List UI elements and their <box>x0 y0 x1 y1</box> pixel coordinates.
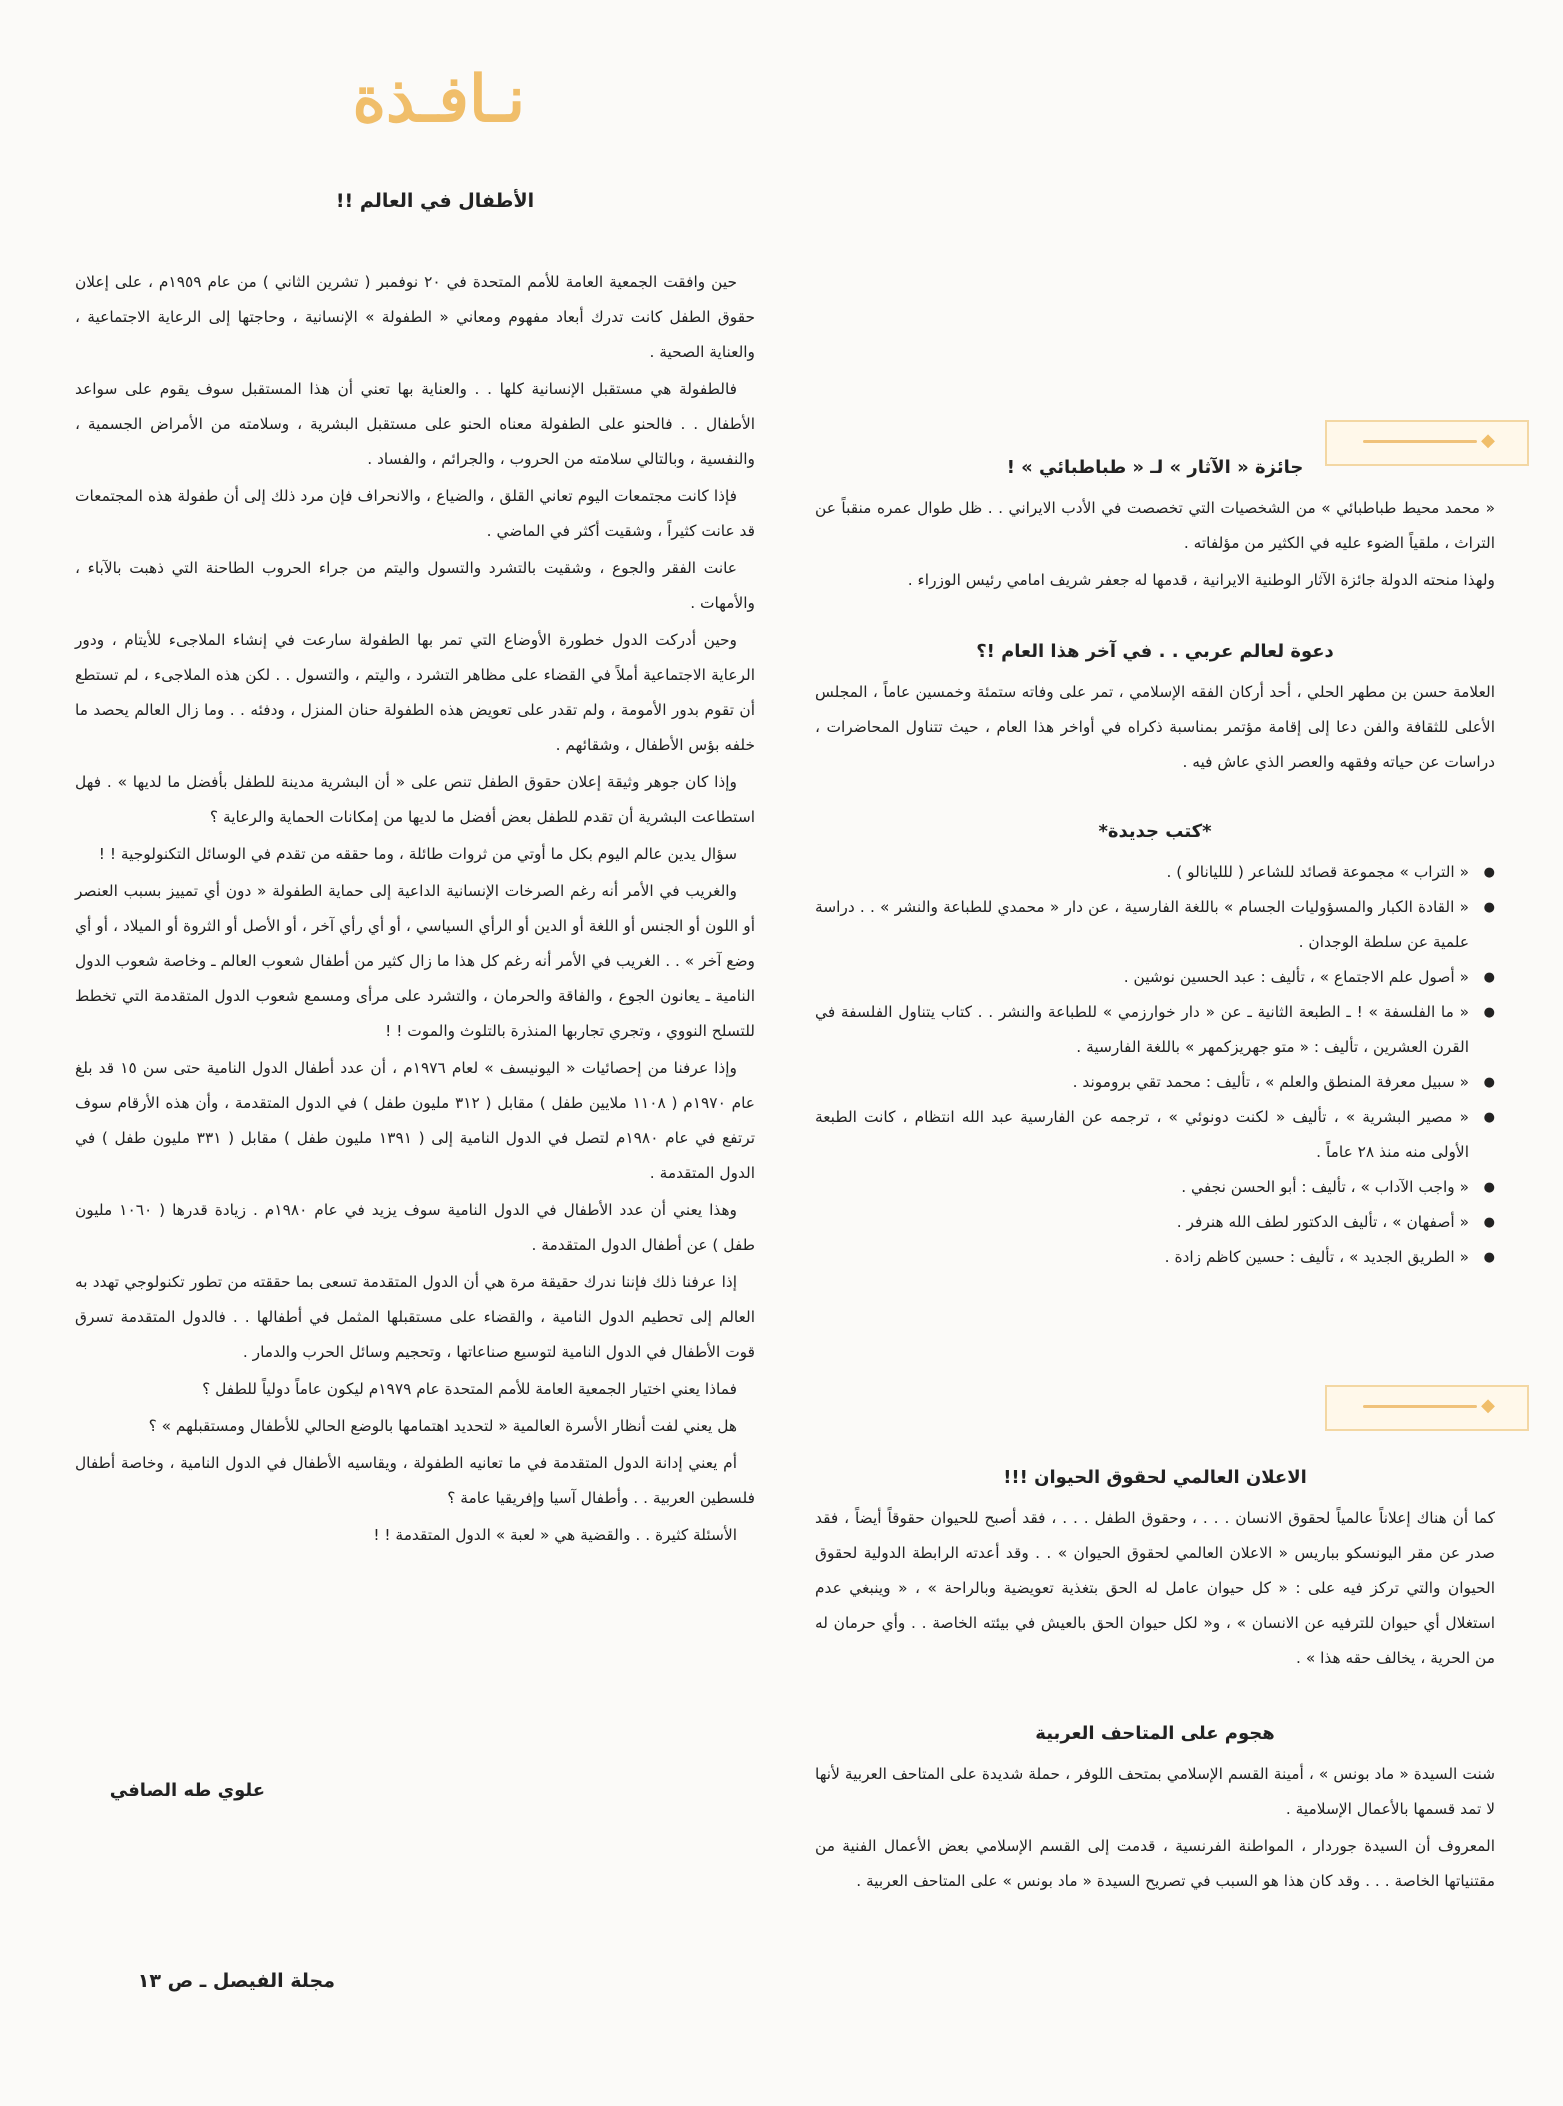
book-item: ● « ما الفلسفة » ! ـ الطبعة الثانية ـ عن « دار خوارزمي » للطباعة والنشر . . كتاب يتناول الفلسفة في القرن العشرين ، تأليف : « متو جهريزكمهر » باللغة الفارسية . <box>815 995 1495 1065</box>
article-paragraph: فماذا يعني اختيار الجمعية العامة للأمم المتحدة عام ١٩٧٩م ليكون عاماً دولياً للطفل ؟ <box>202 1380 737 1398</box>
article-paragraph: وإذا عرفنا من إحصائيات « اليونيسف » لعام ١٩٧٦م ، أن عدد أطفال الدول النامية حتى سن ١٥ قد بلغ عام ١٩٧٠م ( ١١٠٨ ملايين طفل ) مقابل ( ٣١٢ مليون طفل ) في الدول المتقدمة ، وأن هذه الأرقام سوف ترتفع في عام ١٩٨٠م لتصل في الدول النامية إلى ( ١٣٩١ مليون طفل ) مقابل ( ٣٣١ مليون طفل ) في الدول المتقدمة . <box>75 1059 755 1182</box>
section-title-animal-rights: الاعلان العالمي لحقوق الحيوان !!! <box>1003 1467 1307 1488</box>
animal-rights-paragraph: كما أن هناك إعلاناً عالمياً لحقوق الانسان . . . ، وحقوق الطفل . . . ، فقد أصبح للحيوان حقوقاً أيضاً ، فقد صدر عن مقر اليونسكو بباريس « الاعلان العالمي لحقوق الحيوان » . . وقد أعدته الرابطة الدولية لحقوق الحيوان والتي تركز فيه على : « كل حيوان عامل له الحق بتغذية تعويضية وبالراحة » ، « وينبغي عدم استغلال أي حيوان للترفيه عن الانسان » ، و« لكل حيوان الحق بالعيش في بيئته الخاصة . . وأي حرمان له من الحرية ، يخالف حقه هذا » . <box>815 1509 1495 1667</box>
section-title-award: جائزة « الآثار » لـ « طباطبائي » ! <box>1006 457 1304 478</box>
book-item: ● « التراب » مجموعة قصائد للشاعر ( للليانالو ) . <box>815 855 1495 890</box>
museums-paragraph: شنت السيدة « ماد بونس » ، أمينة القسم الإسلامي بمتحف اللوفر ، حملة شديدة على المتاحف العربية لأنها لا تمد قسمها بالأعمال الإسلامية . <box>815 1765 1495 1818</box>
book-item: ● « الطريق الجديد » ، تأليف : حسين كاظم زادة . <box>815 1240 1495 1275</box>
book-item: ● « مصير البشرية » ، تأليف « لكنت دونوئي » ، ترجمه عن الفارسية عبد الله انتظام ، كانت الطبعة الأولى منه منذ ٢٨ عاماً . <box>815 1100 1495 1170</box>
article-paragraph: وحين أدركت الدول خطورة الأوضاع التي تمر بها الطفولة سارعت في إنشاء الملاجىء للأيتام ، ودور الرعاية الاجتماعية أملاً في القضاء على مظاهر التشرد ، واليتم ، والتسول . . لكن هذه الملاجىء ، لم تستطع أن تقوم بدور الأمومة ، ولم تقدر على تعويض هذه الطفولة حنان المنزل ، ودفئه . . وما زال العالم يحصد ما خلفه بؤس الأطفال ، وشقائهم . <box>75 631 755 754</box>
book-item: ● « القادة الكبار والمسؤوليات الجسام » باللغة الفارسية ، عن دار « محمدي للطباعة والنشر » . . دراسة علمية عن سلطة الوجدان . <box>815 890 1495 960</box>
section-title-museums: هجوم على المتاحف العربية <box>1035 1723 1275 1744</box>
badge-marker-icon: ◆ <box>1481 1395 1495 1416</box>
article-paragraph: الأسئلة كثيرة . . والقضية هي « لعبة » الدول المتقدمة ! ! <box>373 1526 737 1544</box>
museums-paragraph: المعروف أن السيدة جوردار ، المواطنة الفرنسية ، قدمت إلى القسم الإسلامي بعض الأعمال الفنية من مقتنياتها الخاصة . . . وقد كان هذا هو السبب في تصريح السيدة « ماد بونس » على المتاحف العربية . <box>815 1837 1495 1890</box>
page-footer: مجلة الفيصل ـ ص ١٣ <box>137 1970 335 1992</box>
badge-marker-icon: ◆ <box>1481 430 1495 451</box>
article-paragraph: عانت الفقر والجوع ، وشقيت بالتشرد والتسول واليتم من جراء الحروب الطاحنة التي ذهبت بالآباء ، والأمهات . <box>75 559 755 612</box>
section-badge-france <box>1325 1385 1529 1431</box>
book-item: ● « واجب الآداب » ، تأليف : أبو الحسن نجفي . <box>815 1170 1495 1205</box>
book-item: ● « أصول علم الاجتماع » ، تأليف : عبد الحسين نوشين . <box>815 960 1495 995</box>
article-paragraph: فإذا كانت مجتمعات اليوم تعاني القلق ، والضياع ، والانحراف فإن مرد ذلك إلى أن طفولة هذه المجتمعات قد عانت كثيراً ، وشقيت أكثر في الماضي . <box>75 487 755 540</box>
news-column-lower <box>815 1460 1495 1901</box>
article-paragraph: حين وافقت الجمعية العامة للأمم المتحدة في ٢٠ نوفمبر ( تشرين الثاني ) من عام ١٩٥٩م ، على إعلان حقوق الطفل كانت تدرك أبعاد مفهوم ومعاني « الطفولة » الإنسانية ، وحاجتها إلى الرعاية الاجتماعية ، والعناية الصحية . <box>75 273 755 361</box>
article-paragraph: والغريب في الأمر أنه رغم الصرخات الإنسانية الداعية إلى حماية الطفولة « دون أي تمييز بسبب العنصر أو اللون أو الجنس أو اللغة أو الدين أو الرأي السياسي ، أو أي رأي آخر ، أو الأصل أو الثروة أو الميلاد ، أو أي وضع آخر » . . الغريب في الأمر أنه رغم كل هذا ما زال كثير من أطفال شعوب العالم ـ وخاصة شعوب الدول النامية ـ يعانون الجوع ، والفاقة والحرمان ، والتشرد على مرأى ومسمع شعوب الدول المتقدمة التي تخطط للتسلح النووي ، وتجري تجاربها المنذرة بالتلوث والموت ! ! <box>75 882 755 1040</box>
author-signature: علوي طه الصافي <box>109 1780 265 1801</box>
section-title-invitation: دعوة لعالم عربي . . في آخر هذا العام !؟ <box>976 641 1334 662</box>
article-paragraph: وهذا يعني أن عدد الأطفال في الدول النامية سوف يزيد في عام ١٩٨٠م . زيادة قدرها ( ١٠٦٠ مليون طفل ) عن أطفال الدول المتقدمة . <box>75 1201 755 1254</box>
article-paragraph: إذا عرفنا ذلك فإننا ندرك حقيقة مرة هي أن الدول المتقدمة تسعى بما حققته من تطور تكنولوجي تهدد به العالم إلى تحطيم الدول النامية ، والقضاء على مستقبلها المثمل في أطفالها . . فالدول المتقدمة تسرق قوت الأطفال في الدول النامية لتوسيع صناعاتها ، وتحجيم وسائل الحرب والدمار . <box>75 1273 755 1361</box>
news-column <box>815 450 1495 1275</box>
article-paragraph: وإذا كان جوهر وثيقة إعلان حقوق الطفل تنص على « أن البشرية مدينة للطفل بأفضل ما لديها » . فهل استطاعت البشرية أن تقدم للطفل بعض أفضل ما لديها من إمكانات الحماية والرعاية ؟ <box>75 773 755 826</box>
award-paragraph: « محمد محيط طباطبائي » من الشخصيات التي تخصصت في الأدب الايراني . . ظل طوال عمره منقباً عن التراث ، ملقياً الضوء عليه في الكثير من مؤلفاته . <box>815 499 1495 552</box>
book-item: ● « أصفهان » ، تأليف الدكتور لطف الله هنرفر . <box>815 1205 1495 1240</box>
masthead-logo: نـافـذة <box>352 62 525 137</box>
article-paragraph: هل يعني لفت أنظار الأسرة العالمية « لتحديد اهتمامها بالوضع الحالي للأطفال ومستقبلهم » ؟ <box>148 1417 737 1435</box>
article-paragraph: أم يعني إدانة الدول المتقدمة في ما تعانيه الطفولة ، ويقاسيه الأطفال في الدول النامية ، وخاصة أطفال فلسطين العربية . . وأطفال آسيا وإفريقيا عامة ؟ <box>75 1454 755 1507</box>
book-item: ● « سبيل معرفة المنطق والعلم » ، تأليف : محمد تقي بروموند . <box>815 1065 1495 1100</box>
invitation-paragraph: العلامة حسن بن مطهر الحلي ، أحد أركان الفقه الإسلامي ، تمر على وفاته ستمئة وخمسين عاماً ، المجلس الأعلى للثقافة والفن دعا إلى إقامة مؤتمر بمناسبة ذكراه في أواخر هذا العام ، حيث تتناول المحاضرات ، دراسات عن حياته وفقهه والعصر الذي عاش فيه . <box>815 683 1495 771</box>
article-paragraph: سؤال يدين عالم اليوم بكل ما أوتي من ثروات طائلة ، وما حققه من تقدم في الوسائل التكنولوجية ! ! <box>98 845 737 863</box>
section-title-new-books: *كتب جديدة* <box>1098 821 1212 842</box>
article-title: الأطفال في العالم !! <box>335 190 535 212</box>
main-article <box>75 265 755 1555</box>
award-paragraph: ولهذا منحته الدولة جائزة الآثار الوطنية الايرانية ، قدمها له جعفر شريف امامي رئيس الوزراء . <box>907 571 1495 589</box>
article-paragraph: فالطفولة هي مستقبل الإنسانية كلها . . والعناية بها تعني أن هذا المستقبل سوف يقوم على سواعد الأطفال . . فالحنو على الطفولة معناه الحنو على مستقبل البشرية ، وسلامته من الأمراض الجسمية ، والنفسية ، وبالتالي سلامته من الحروب ، والجرائم ، والفساد . <box>75 380 755 468</box>
